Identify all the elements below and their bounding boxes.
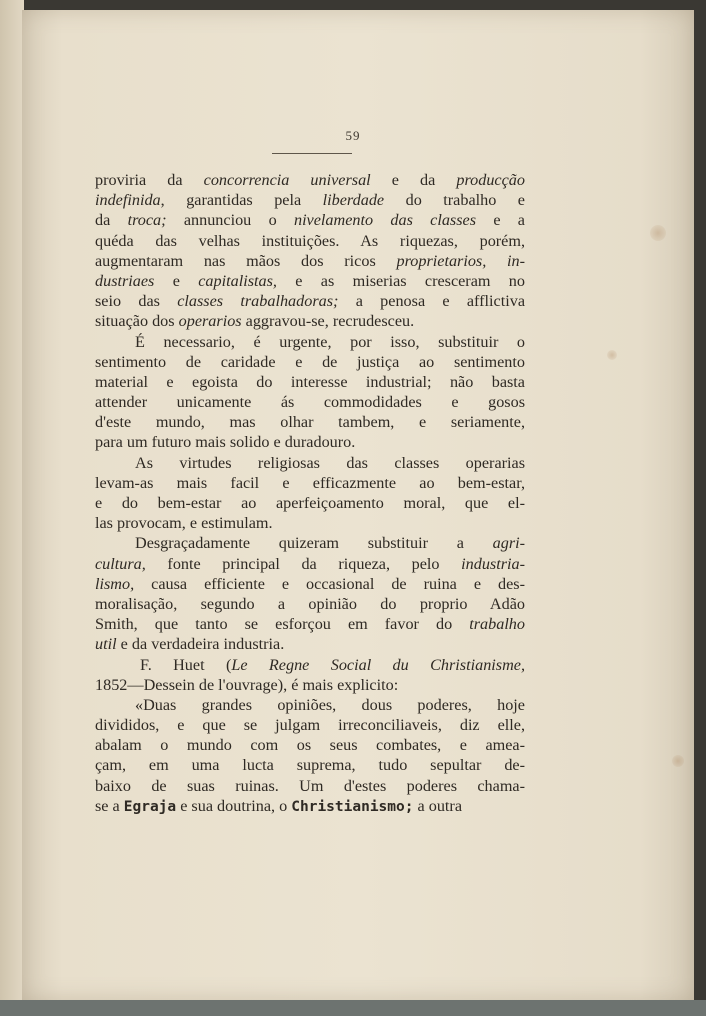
text-run: e as miserias cresceram no [276,271,525,290]
text-line [95,170,525,190]
paper-stain [672,755,684,767]
italic-run: concorrencia universal [203,171,371,189]
italic-run: dustriaes [95,271,155,290]
header-rule [272,153,352,154]
text-run: aggravou-se, recrudesceu. [241,312,415,331]
italic-run: cultura, [95,554,146,573]
blackletter-run: Christianismo; [291,798,414,815]
text-line [95,190,525,210]
text-line [95,675,525,695]
text-run: sentimento de caridade e de justiça ao sentimento [95,352,525,371]
italic-run: capitalistas, [198,271,277,290]
text-line [95,231,525,251]
text-line [95,392,525,412]
text-run: causa efficiente e occasional de ruina e des- [134,574,525,593]
text-run: fonte principal da riqueza, pelo [145,554,462,573]
facing-page-edge [0,0,24,1016]
text-run: levam-as mais facil e efficazmente ao bem-estar, [95,473,525,492]
text-run: «Duas grandes opiniões, dous poderes, hoje [135,695,525,714]
text-run: do trabalho e [384,191,525,210]
italic-run: troca; [127,211,167,230]
text-line [95,352,525,372]
blackletter-run: Egraja [123,798,177,815]
text-run: divididos, e que se julgam irreconciliaveis, diz elle, [95,716,525,735]
text-run: material e egoista do interesse industrial; não basta [95,372,525,391]
text-run: e [154,271,199,290]
text-run: para um futuro mais solido e duradouro. [95,433,356,452]
page-number: 59 [345,128,361,143]
text-line [95,210,525,230]
text-line [95,735,525,755]
text-run: a outra [413,796,463,815]
scanner-background [0,1000,706,1016]
text-run: attender unicamente ás commodidades e gosos [95,393,525,412]
text-run: abalam o mundo com os seus combates, e amea- [95,736,525,755]
body-text [95,170,525,816]
text-run: quéda das velhas instituições. As riquezas, porém, [95,231,525,250]
text-run: augmentaram nas mãos dos ricos [95,251,397,270]
text-line [95,473,525,493]
text-line [95,311,525,331]
text-line [95,715,525,735]
italic-run: util [95,635,117,654]
text-line [95,776,525,796]
text-line [95,614,525,634]
italic-run: classes trabalhadoras; [177,292,339,311]
italic-run: nivelamento das classes [293,211,477,230]
text-run: Smith, que tanto se esforçou em favor do [95,615,470,634]
text-line [95,655,525,675]
text-run: da [95,211,128,230]
text-line [95,251,525,271]
text-run: baixo de suas ruinas. Um d'estes poderes chama- [95,776,525,795]
paper-stain [607,350,617,360]
text-run: seio das [95,292,178,311]
text-run: F. Huet ( [140,655,232,674]
text-run: çam, em uma lucta suprema, tudo sepultar de- [95,756,525,775]
italic-run: operarios [178,312,242,331]
text-line [95,574,525,594]
text-line [95,453,525,473]
text-run: As virtudes religiosas das classes operarias [135,453,525,472]
text-run: proviria da [95,171,204,189]
text-line [95,755,525,775]
text-run: a penosa e afflictiva [338,292,526,311]
text-run: e da verdadeira industria. [116,635,285,654]
italic-run: liberdade [322,191,385,210]
text-line [95,372,525,392]
text-run: annunciou o [166,211,294,230]
text-line [95,796,525,816]
paper-stain [650,225,666,241]
text-run: d'este mundo, mas olhar tambem, e seriamente, [95,413,525,432]
text-run: se a [95,796,124,815]
italic-run: industria- [461,554,525,573]
text-line [95,493,525,513]
text-line [95,594,525,614]
text-line [95,533,525,553]
text-run: las provocam, e estimulam. [95,514,273,533]
text-run: e do bem-estar ao aperfeiçoamento moral, que el- [95,494,525,512]
italic-run: Le Regne Social du Christianisme, [231,655,526,674]
text-run: e sua doutrina, o [176,796,292,815]
text-line [95,554,525,574]
text-run: e a [476,211,525,230]
text-run: , garantidas pela [160,191,323,210]
text-run: Desgraçadamente quizeram substituir a [135,534,493,553]
italic-run: proprietarios, in- [396,251,525,270]
text-run: situação dos [95,312,179,331]
text-run: moralisação, segundo a opinião do proprio Adão [95,594,525,613]
italic-run: agri- [492,534,525,553]
italic-run: producção [456,171,525,189]
italic-run: lismo, [95,574,135,593]
italic-run: trabalho [469,615,525,634]
text-run: 1852—Dessein de l'ouvrage), é mais explicito: [95,675,399,694]
text-line [95,634,525,654]
text-line [95,271,525,291]
text-line [95,332,525,352]
italic-run: indefinida [95,191,161,210]
text-line [95,412,525,432]
text-line [95,695,525,715]
text-line [95,513,525,533]
text-line [95,291,525,311]
text-line [95,432,525,452]
text-run: e da [370,171,457,189]
text-run: É necessario, é urgente, por isso, substituir o [135,332,525,351]
